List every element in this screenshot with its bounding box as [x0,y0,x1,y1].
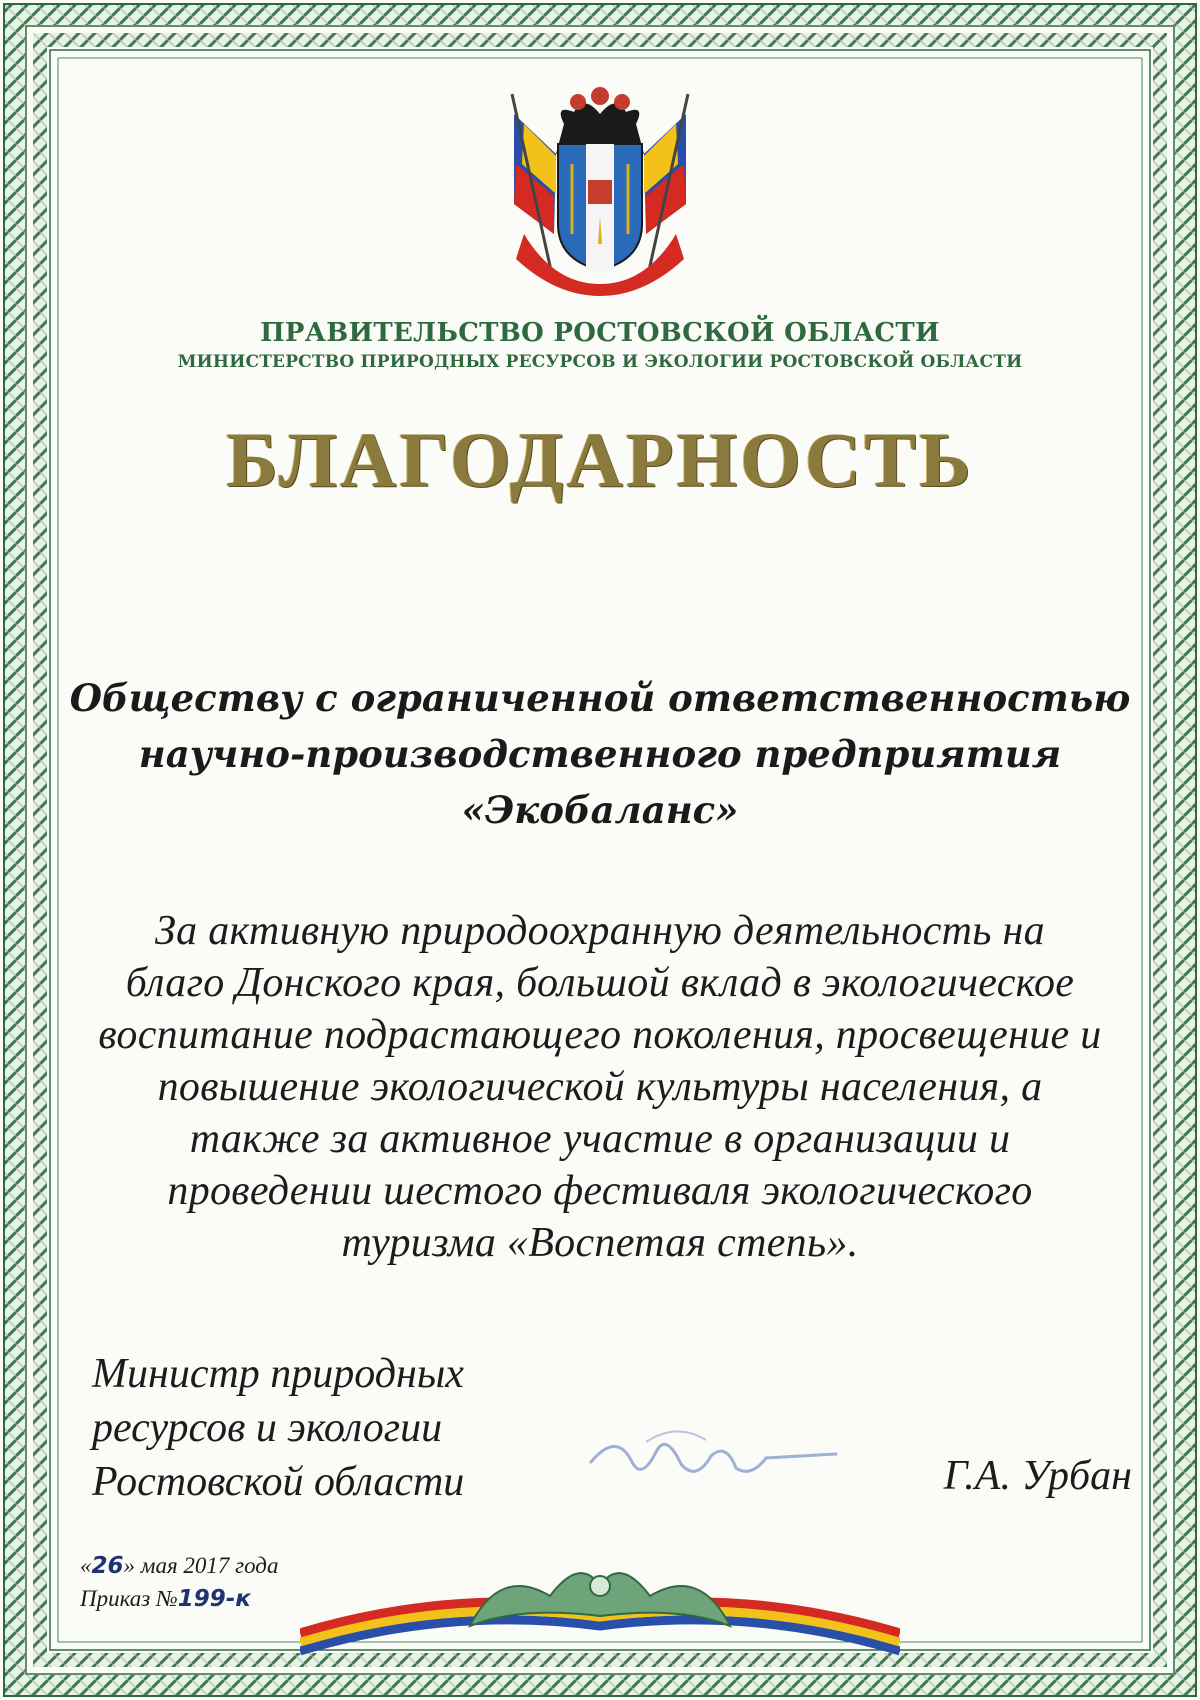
order-prefix: Приказ № [80,1586,178,1611]
body-text [80,905,1120,1269]
body-line: также за активное участие в организации и [189,1116,1011,1162]
order-number: 199-к [177,1586,251,1612]
body-line: За активную природоохранную деятельность на [155,908,1045,954]
body-line: повышение экологической культуры населения, а [157,1064,1043,1110]
gov-title: ПРАВИТЕЛЬСТВО РОСТОВСКОЙ ОБЛАСТИ [260,318,940,348]
ribbon-ornament-icon [300,1556,900,1656]
main-title: БЛАГОДАРНОСТЬ [226,416,974,503]
signer-title-line: ресурсов и экологии [92,1405,443,1451]
signature-icon [586,1412,846,1492]
recipient-line: Обществу с ограниченной ответственностью [69,676,1131,720]
signer-title-line: Министр природных [92,1351,464,1397]
order-line [80,1586,251,1612]
signer-name: Г.А. Урбан [943,1453,1132,1499]
body-line: туризма «Воспетая степь». [341,1220,859,1266]
body-line: воспитание подрастающего поколения, просвещение и [98,1012,1102,1058]
date-day: 26 [91,1553,124,1579]
date-line: «26» мая 2017 года [80,1553,279,1579]
gov-subtitle: МИНИСТЕРСТВО ПРИРОДНЫХ РЕСУРСОВ И ЭКОЛОГИИ РОСТОВСКОЙ ОБЛАСТИ [177,352,1023,372]
signer-title-line: Ростовской области [92,1459,465,1505]
body-line: благо Донского края, большой вклад в экологическое [125,960,1075,1006]
emblem-coat-of-arms-icon [494,84,706,296]
body-line: проведении шестого фестиваля экологического [167,1168,1033,1214]
recipient-line: научно-производственного предприятия [138,732,1062,776]
date-rest: мая 2017 года [140,1553,279,1578]
recipient-line: «Экобаланс» [461,788,739,832]
recipient-block [60,670,1140,838]
signer-title [92,1347,552,1509]
